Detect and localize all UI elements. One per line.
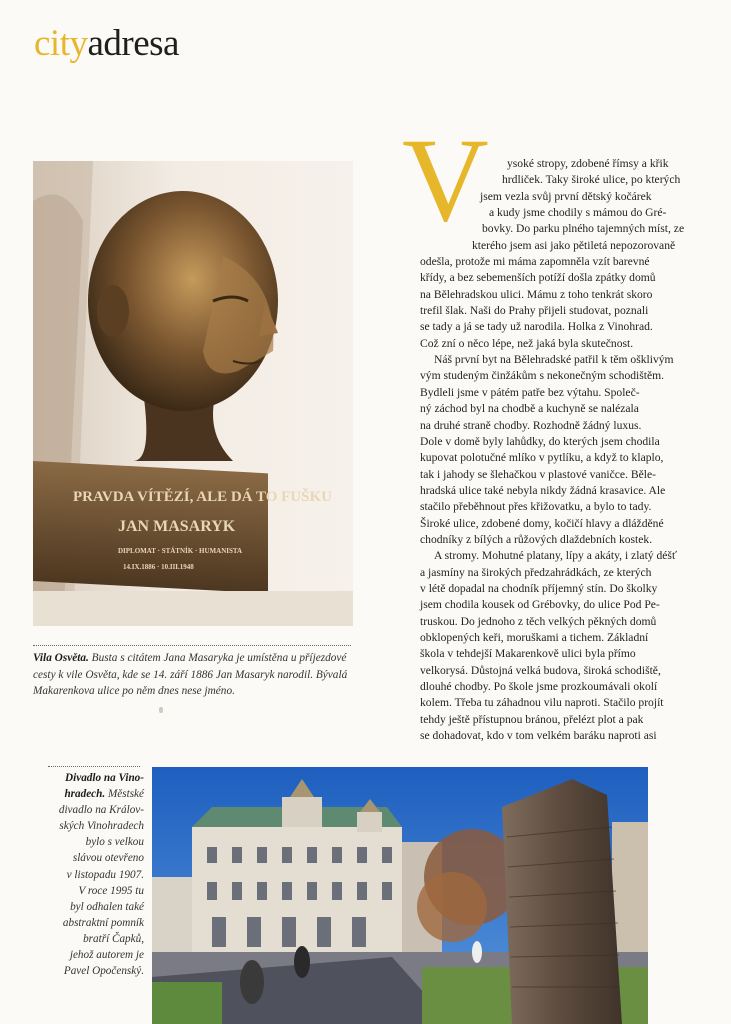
article-line: Což zní o něco lépe, než jaká byla skutečnost. bbox=[420, 336, 634, 350]
theatre-caption-line: Městské bbox=[105, 788, 144, 801]
theatre-caption-line: Pavel Opočenský. bbox=[63, 965, 144, 978]
article-line: škola v tehdejší Makarenkově ulici byla přímo bbox=[420, 647, 636, 661]
theatre-caption bbox=[46, 770, 144, 979]
article-line: A stromy. Mohutné platany, lípy a akáty, i zlatý déšť bbox=[434, 549, 677, 563]
caption-divider bbox=[48, 766, 140, 767]
article-line: křídy, a bez sebemenších potíží došla zpátky domů bbox=[420, 271, 656, 285]
article-line: ysoké stropy, zdobené římsy a křik bbox=[507, 157, 669, 170]
plaque-line-3: DIPLOMAT · STÁTNÍK · HUMANISTA bbox=[118, 547, 243, 555]
theatre-caption-line: V roce 1995 tu bbox=[78, 884, 144, 897]
article-line: tehdy ještě přístupnou bránou, přelézt plot a pak bbox=[420, 712, 644, 726]
article-line: ný záchod byl na chodbě a kuchyně se nalézala bbox=[420, 402, 639, 416]
plaque-line-4: 14.IX.1886 · 10.III.1948 bbox=[123, 563, 194, 571]
article-line: Dole v domě byly lahůdky, do kterých jsem chodila bbox=[420, 434, 660, 448]
theatre-illustration bbox=[152, 767, 648, 1024]
drop-cap: V bbox=[402, 113, 489, 246]
plaque-line-2: JAN MASARYK bbox=[118, 518, 236, 535]
bust-caption bbox=[33, 650, 353, 700]
article-line: vým studeným činžákům s nekonečným schodištěm. bbox=[420, 369, 665, 383]
logo-city: city bbox=[34, 23, 88, 64]
caption-divider bbox=[33, 645, 351, 646]
bust-illustration bbox=[33, 161, 353, 626]
article-line: velkorysá. Důstojná velká budova, široká schodiště, bbox=[420, 663, 661, 677]
theatre-caption-line: v listopadu 1907. bbox=[66, 868, 144, 881]
article-line: chodníky z bílých a růžových dlaždebních kostek. bbox=[420, 532, 653, 546]
theatre-caption-line: slávou otevřeno bbox=[72, 852, 144, 865]
theatre-caption-line: abstraktní pomník bbox=[62, 916, 144, 929]
theatre-caption-line: divadlo na Králov- bbox=[58, 804, 144, 817]
article-line: na Bělehradskou ulici. Mámu z toho tenkrát skoro bbox=[420, 287, 653, 301]
theatre-photo bbox=[152, 767, 648, 1024]
bust-photo bbox=[33, 161, 353, 626]
article-line: a jasmíny na širokých předzahrádkách, ze kterých bbox=[420, 565, 652, 579]
theatre-caption-title: hradech. bbox=[64, 788, 106, 801]
article-line: truskou. Do jednoho z těch velkých pěkných domů bbox=[420, 614, 657, 628]
theatre-caption-line: bylo s velkou bbox=[85, 836, 144, 849]
theatre-caption-line: bratří Čapků, bbox=[83, 932, 144, 945]
bust-caption-line: cesty k vile Osvěta, kde se 14. září 1886 Jan Masaryk narodil. Bývalá bbox=[33, 668, 348, 681]
bust-caption-line: Busta s citátem Jana Masaryka je umístěna u příjezdové bbox=[88, 652, 347, 664]
article-line: se tady a já se tady už narodila. Holka z Vinohrad. bbox=[420, 320, 653, 334]
article-line: Náš první byt na Bělehradské patřil k těm ošklivým bbox=[434, 353, 674, 367]
article-line: dlouhé chodby. Po škole jsme prozkoumávali okolí bbox=[420, 680, 658, 693]
plaque-line-1: PRAVDA VÍTĚZÍ, ALE DÁ TO FUŠKU bbox=[73, 489, 332, 505]
page-mark bbox=[159, 707, 163, 713]
article-line: trefil šlak. Naši do Prahy přijeli studovat, poznali bbox=[420, 304, 649, 318]
article-line: bovky. Do parku plného tajemných míst, ze bbox=[482, 222, 685, 236]
article-line: jsem chodila kousek od Grébovky, do ulice Pod Pe- bbox=[420, 598, 660, 612]
article-line: jsem vezla svůj první dětský kočárek bbox=[480, 189, 652, 203]
article-body bbox=[420, 156, 704, 744]
article-line: odešla, protože mi máma zapomněla vzít barevné bbox=[420, 255, 650, 269]
article-line: Bydleli jsme v pátém patře bez výtahu. Společ- bbox=[420, 385, 640, 399]
theatre-caption-title: Divadlo na Vino- bbox=[65, 772, 144, 784]
article-line: Široké ulice, zdobené domy, kočičí hlavy a dlážděné bbox=[420, 516, 664, 530]
article-line: a kudy jsme chodily s mámou do Gré- bbox=[489, 206, 667, 220]
article-line: v létě dopadal na chodník příjemný stín. Do školky bbox=[420, 581, 658, 595]
article-line: na druhé straně chodby. Rozhodně žádný luxus. bbox=[420, 418, 642, 432]
article-line: tak i jahody se šlehačkou v plastové vaničce. Běle- bbox=[420, 467, 656, 481]
article-line: hrdliček. Taky široké ulice, po kterých bbox=[502, 173, 681, 187]
article-line: se dohadovat, kdo v tom velkém baráku naproti asi bbox=[420, 729, 657, 743]
article-line: hradská ulice také nebyla nikdy žádná krasavice. Ale bbox=[420, 483, 666, 497]
theatre-caption-line: ských Vinohradech bbox=[59, 820, 144, 833]
theatre-caption-line: byl odhalen také bbox=[70, 900, 144, 913]
theatre-caption-line: jehož autorem je bbox=[69, 949, 144, 962]
article-line: obklopených keři, moruškami a tichem. Základní bbox=[420, 630, 649, 644]
logo-adresa: adresa bbox=[87, 23, 179, 64]
article-line: kolem. Třeba tu záhadnou vilu naproti. Stačilo projít bbox=[420, 696, 664, 710]
article-line: kterého jsem asi jako pětiletá nepozorovaně bbox=[472, 238, 676, 252]
article-line: kupovat polotučné mlíko v pytlíku, a když to klaplo, bbox=[420, 451, 664, 465]
bust-caption-line: Makarenkova ulice po něm dnes nese jméno. bbox=[33, 685, 235, 697]
magazine-logo bbox=[34, 22, 179, 65]
bust-caption-title: Vila Osvěta. bbox=[33, 652, 89, 664]
article-line: stačilo přeběhnout přes křižovatku, a bylo to tady. bbox=[420, 500, 652, 514]
